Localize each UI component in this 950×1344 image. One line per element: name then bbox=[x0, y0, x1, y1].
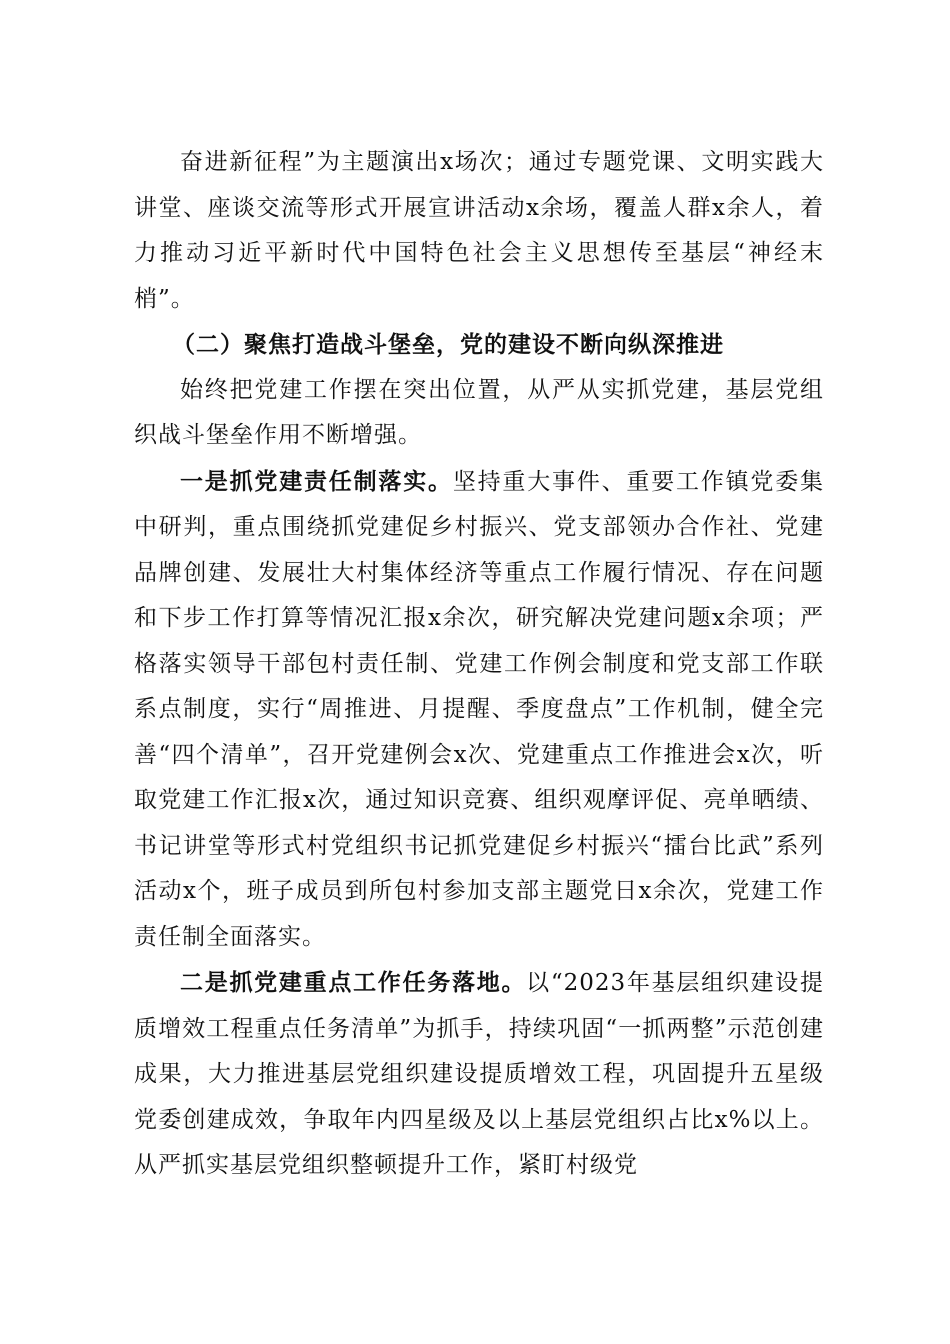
item-2-body: 以“2023年基层组织建设提质增效工程重点任务清单”为抓手，持续巩固“一抓两整”示范创建成果，大力推进基层党组织建设提质增效工程，巩固提升五星级党委创建成效，争取年内四星级及以上基层党组织占比x%以上。从严抓实基层党组织整顿提升工作，紧盯村级党 bbox=[134, 970, 824, 1178]
item-1-paragraph bbox=[134, 459, 824, 961]
section-heading: （二）聚焦打造战斗堡垒，党的建设不断向纵深推进 bbox=[172, 331, 724, 358]
continuation-paragraph: 奋进新征程”为主题演出x场次；通过专题党课、文明实践大讲堂、座谈交流等形式开展宣讲活动x余场，覆盖人群x余人，着力推动习近平新时代中国特色社会主义思想传至基层“神经末梢”。 bbox=[134, 149, 824, 312]
intro-paragraph: 始终把党建工作摆在突出位置，从严从实抓党建，基层党组织战斗堡垒作用不断增强。 bbox=[134, 376, 824, 448]
document-body bbox=[134, 140, 824, 1189]
item-2-paragraph bbox=[134, 960, 824, 1189]
item-1-body: 坚持重大事件、重要工作镇党委集中研判，重点围绕抓党建促乡村振兴、党支部领办合作社、党建品牌创建、发展壮大村集体经济等重点工作履行情况、存在问题和下步工作打算等情况汇报x余次，研究解决党建问题x余项；严格落实领导干部包村责任制、党建工作例会制度和党支部工作联系点制度，实行“周推进、月提醒、季度盘点”工作机制，健全完善“四个清单”，召开党建例会x次、党建重点工作推进会x次，听取党建工作汇报x次，通过知识竞赛、组织观摩评促、亮单晒绩、书记讲堂等形式村党组织书记抓党建促乡村振兴“擂台比武”系列活动x个，班子成员到所包村参加支部主题党日x余次，党建工作责任制全面落实。 bbox=[134, 468, 825, 950]
item-1-lead: 一是抓党建责任制落实。 bbox=[180, 467, 453, 495]
item-2-lead: 二是抓党建重点工作任务落地。 bbox=[180, 969, 527, 996]
